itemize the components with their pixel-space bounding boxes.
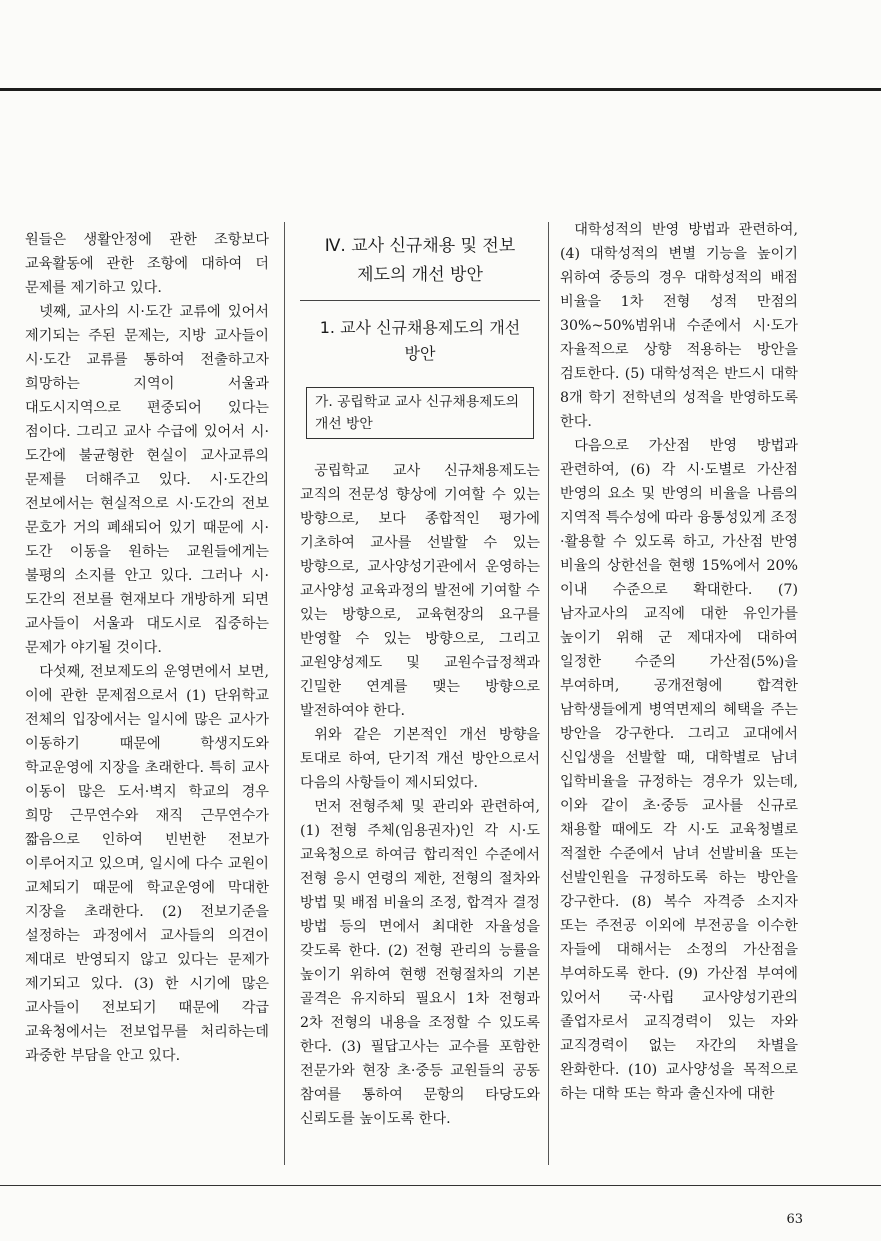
- page-number: 63: [786, 1212, 803, 1227]
- column-left: [25, 228, 269, 1068]
- subsection-title-line-2: 방안: [404, 344, 436, 363]
- column-divider-left: [284, 222, 285, 1165]
- paragraph: 다음으로 가산점 반영 방법과 관련하여, (6) 각 시·도별로 가산점 반영의 요소 및 반영의 비율을 나름의 지역적 특수성에 따라 융통성있게 조정·활용할 수 있도록 하고, 가산점 반영 비율의 상한선을 현행 15%에서 20%이내 수준으로 확대한다. (7) 남자교사의 교직에 대한 유인가를 높이기 위해 군 제대자에 대하여 일정한 수준의 가산점(5%)을 부여하며, 공개전형에 합격한 남학생들에게 병역면제의 혜택을 주는 방안을 강구한다. 그리고 교대에서 신입생을 선발할 때, 대학별로 남녀 입학비율을 규정하는 경우가 있는데, 이와 같이 초·중등 교사를 신규로 채용할 때에도 각 시·도 교육청별로 적절한 수준에서 남녀 선발비율 또는 선발인원을 규정하도록 하는 방안을 강구한다. (8) 복수 자격증 소지자 또는 주전공 이외에 부전공을 이수한 자들에 대해서는 소정의 가산점을 부여하도록 한다. (9) 가산점 부여에 있어서 국·사립 교사양성기관의 졸업자로서 교직경력이 있는 자와 교직경력이 없는 자간의 차별을 완화한다. (10) 교사양성을 목적으로 하는 대학 또는 학과 출신자에 대한: [560, 438, 798, 1102]
- column-middle: [300, 228, 540, 1131]
- boxed-heading: 가. 공립학교 교사 신규채용제도의 개선 방안: [306, 387, 534, 439]
- paragraph: 대학성적의 반영 방법과 관련하여, (4) 대학성적의 변별 기능을 높이기 위하여 중등의 경우 대학성적의 배점 비율을 1차 전형 성적 만점의 30%~50%범위내 수준에서 시·도가 자율적으로 상향 적용하는 방안을 검토한다. (5) 대학성적은 반드시 대학 8개 학기 전학년의 성적을 반영하도록 한다.: [560, 222, 798, 430]
- section-title: [300, 232, 540, 290]
- bottom-rule: [0, 1185, 881, 1186]
- paragraph: 먼저 전형주체 및 관리와 관련하여, (1) 전형 주체(임용권자)인 각 시·도 교육청으로 하여금 합리적인 수준에서 전형 응시 연령의 제한, 전형의 절차와 방법 및 배점 비율의 조정, 합격자 결정 방법 등의 면에서 최대한 자율성을 갖도록 한다. (2) 전형 관리의 능률을 높이기 위하여 현행 전형절차의 기본 골격은 유지하되 필요시 1차 전형과 2차 전형의 내용을 조정할 수 있도록 한다. (3) 필답고사는 교수를 포함한 전문가와 현장 초·중등 교원들의 공동 참여를 통하여 문항의 타당도와 신뢰도를 높이도록 한다.: [300, 799, 540, 1127]
- section-title-line-2: 제도의 개선 방안: [357, 265, 483, 285]
- paragraph: 다섯째, 전보제도의 운영면에서 보면, 이에 관한 문제점으로서 (1) 단위학교 전체의 입장에서는 일시에 많은 교사가 이동하기 때문에 학생지도와 학교운영에 지장을 초래한다. 특히 교사 이동이 많은 도서·벽지 학교의 경우 희망 근무연수와 재직 근무연수가 짧음으로 인하여 빈번한 전보가 이루어지고 있으며, 일시에 다수 교원이 교체되기 때문에 학교운영에 막대한 지장을 초래한다. (2) 전보기준을 설정하는 과정에서 교사들의 의견이 제대로 반영되지 않고 있다는 문제가 제기되고 있다. (3) 한 시기에 많은 교사들이 전보되기 때문에 각급 교육청에서는 전보업무를 처리하는데 과중한 부담을 안고 있다.: [25, 664, 269, 1064]
- column-right: [560, 218, 798, 1106]
- top-rule: [0, 88, 881, 91]
- subsection-title-line-1: 1. 교사 신규채용제도의 개선: [319, 318, 521, 337]
- paragraph: 원들은 생활안정에 관한 조항보다 교육활동에 관한 조항에 대하여 더 문제를 제기하고 있다.: [25, 232, 269, 296]
- paragraph: 위와 같은 기본적인 개선 방향을 토대로 하여, 단기적 개선 방안으로서 다음의 사항들이 제시되었다.: [300, 727, 540, 791]
- section-title-line-1: Ⅳ. 교사 신규채용 및 전보: [324, 236, 516, 256]
- subsection-title: [300, 315, 540, 367]
- column-divider-right: [548, 222, 549, 1165]
- paragraph: 공립학교 교사 신규채용제도는 교직의 전문성 향상에 기여할 수 있는 방향으로, 보다 종합적인 평가에 기초하여 교사를 선발할 수 있는 방향으로, 교사양성기관에서 운영하는 교사양성 교육과정의 발전에 기여할 수 있는 방향으로, 교육현장의 요구를 반영할 수 있는 방향으로, 그리고 교원양성제도 및 교원수급정책과 긴밀한 연계를 맺는 방향으로 발전하여야 한다.: [300, 463, 540, 719]
- paragraph: 넷째, 교사의 시·도간 교류에 있어서 제기되는 주된 문제는, 지방 교사들이 시·도간 교류를 통하여 전출하고자 희망하는 지역이 서울과 대도시지역으로 편중되어 있다는 점이다. 그리고 교사 수급에 있어서 시·도간에 불균형한 현실이 교사교류의 문제를 더해주고 있다. 시·도간의 전보에서는 현실적으로 시·도간의 전보 문호가 거의 폐쇄되어 있기 때문에 시·도간 이동을 원하는 교원들에게는 불평의 소지를 안고 있다. 그러나 시·도간의 전보를 현재보다 개방하게 되면 교사들이 서울과 대도시로 집중하는 문제가 야기될 것이다.: [25, 304, 269, 656]
- section-title-rule: [300, 300, 540, 301]
